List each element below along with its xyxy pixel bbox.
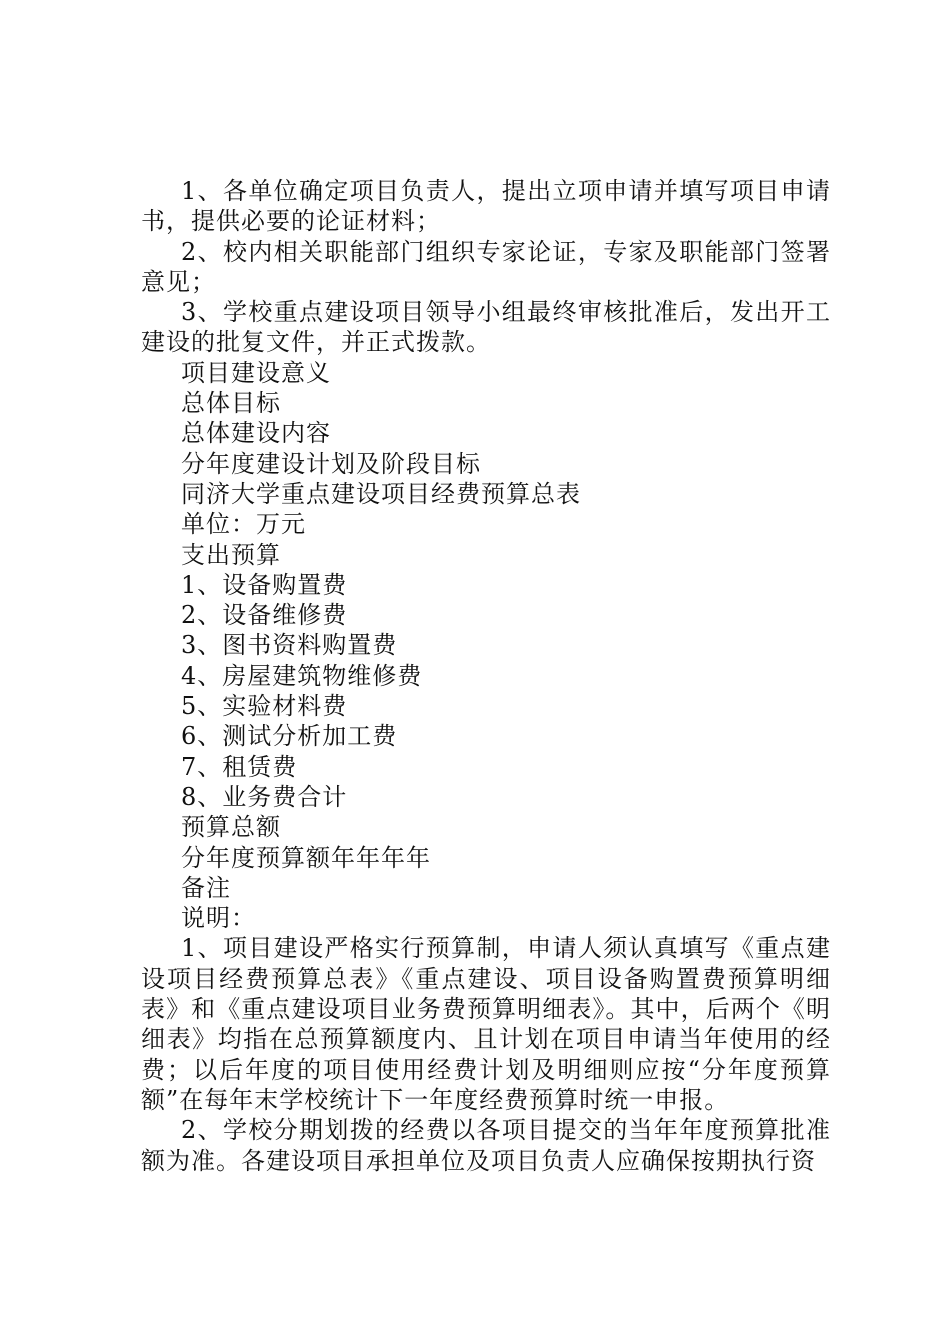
budget-total-label: 预算总额: [181, 813, 281, 842]
expense-item: 8、业务费合计: [181, 782, 348, 811]
expense-item: 1、设备购置费: [181, 570, 348, 599]
heading-overall-content: 总体建设内容: [181, 419, 331, 448]
expense-item: 3、图书资料购置费: [181, 631, 398, 660]
heading-overall-goal: 总体目标: [181, 389, 281, 418]
heading-significance: 项目建设意义: [181, 358, 331, 387]
expense-item: 4、房屋建筑物维修费: [181, 661, 423, 690]
process-step-2: 2、校内相关职能部门组织专家论证，专家及职能部门签署意见；: [141, 237, 831, 296]
expense-item: 2、设备维修费: [181, 601, 348, 630]
budget-table-title: 同济大学重点建设项目经费预算总表: [181, 479, 581, 508]
note-paragraph-1: 1、项目建设严格实行预算制，申请人须认真填写《重点建设项目经费预算总表》《重点建设、项目设备购置费预算明细表》和《重点建设项目业务费预算明细表》。其中，后两个《明细表》均指在总预算额度内、且计划在项目申请当年使用的经费；以后年度的项目使用经费计划及明细则应按“分年度预算额”在每年末学校统计下一年度经费预算时统一申报。: [141, 934, 831, 1114]
process-step-1: 1、各单位确定项目负责人，提出立项申请并填写项目申请书，提供必要的论证材料；: [141, 177, 831, 236]
expense-item: 6、测试分析加工费: [181, 722, 398, 751]
document-page: [141, 176, 831, 1176]
notes-label: 说明：: [181, 904, 256, 933]
heading-expense-budget: 支出预算: [181, 540, 281, 569]
budget-unit: 单位：万元: [181, 510, 306, 539]
remarks-label: 备注: [181, 873, 231, 902]
expense-item: 7、租赁费: [181, 752, 298, 781]
note-paragraph-2: 2、学校分期划拨的经费以各项目提交的当年年度预算批准额为准。各建设项目承担单位及项目负责人应确保按期执行资: [141, 1116, 831, 1175]
expense-item: 5、实验材料费: [181, 692, 348, 721]
annual-budget-label: 分年度预算额年年年年: [181, 843, 431, 872]
heading-annual-plan: 分年度建设计划及阶段目标: [181, 449, 481, 478]
process-step-3: 3、学校重点建设项目领导小组最终审核批准后，发出开工建设的批复文件，并正式拨款。: [141, 298, 831, 357]
